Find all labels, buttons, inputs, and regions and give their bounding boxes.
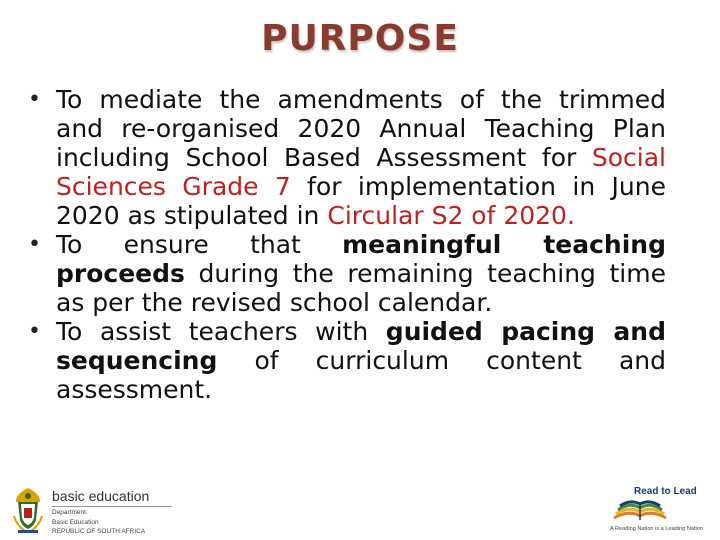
open-book-icon [610,496,670,524]
bullet-item-purpose-1 [28,85,666,230]
bullet-2-text-b: during the remaining teaching time as per the revised school calendar. [56,259,666,317]
dbe-sub-line-1: Department: [52,509,88,516]
dbe-sub-line-2: Basic Education [52,518,99,526]
slide-title: PURPOSE [261,18,459,59]
bullet-3-bold: guided pacing and sequencing [56,317,666,375]
read-to-lead-title: Read to Lead [634,486,697,497]
bullet-item-purpose-3 [28,317,666,404]
bullet-icon: • [28,232,41,257]
bullet-2-text-a: To ensure that [56,230,343,259]
bullet-3-text-a: To assist teachers with [56,317,386,346]
coat-of-arms-icon [10,486,46,534]
bullet-list [28,85,666,404]
bullet-icon: • [28,87,41,112]
bullet-item-purpose-2 [28,230,666,317]
basic-education-logo [10,486,170,534]
bullet-icon: • [28,319,41,344]
bullet-1-text-a: To mediate the amendments of the trimmed and re-organised 2020 Annual Teaching Plan including School Based Assessment for [56,85,666,172]
dbe-name: basic education [52,488,172,507]
read-to-lead-tagline: A Reading Nation is a Leading Nation [610,526,703,532]
bullet-1-text-b: for implementation in June 2020 as stipulated in [56,172,666,230]
dbe-sub-line-3: REPUBLIC OF SOUTH AFRICA [52,528,146,535]
slide-footer [0,478,720,540]
dbe-text-block [52,488,172,536]
circular-highlight: Circular S2 of 2020. [327,201,575,230]
bullet-3-text-b: of curriculum content and assessment. [56,346,666,404]
bullet-2-bold: meaningful teaching proceeds [56,230,666,288]
read-to-lead-logo [610,486,712,536]
subject-highlight: Social Sciences Grade 7 [56,143,666,201]
